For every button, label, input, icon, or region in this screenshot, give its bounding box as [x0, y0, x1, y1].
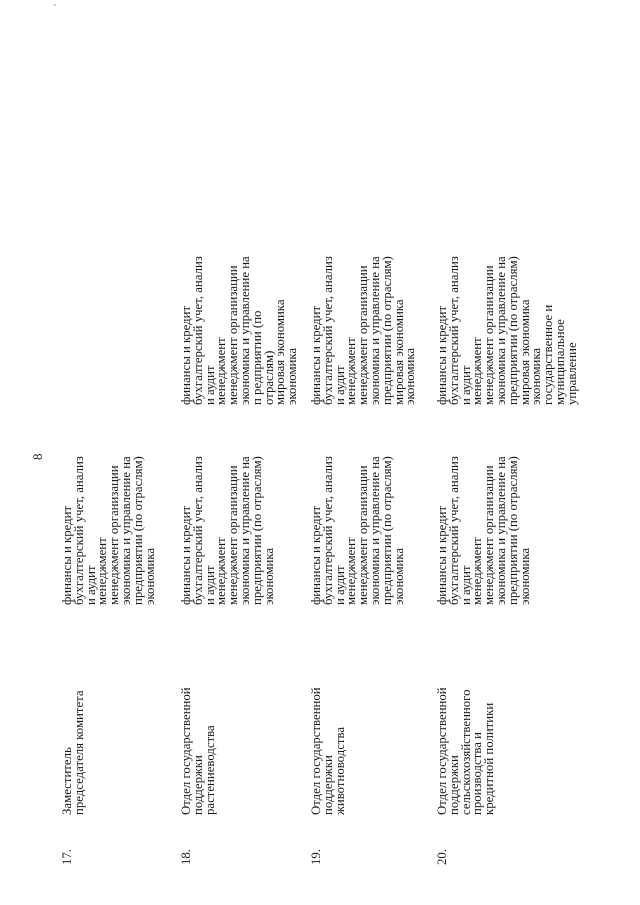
specialty-item: экономика — [142, 547, 157, 605]
specialty-item: мировая экономика — [273, 299, 288, 405]
specialty-item: мировая экономика — [517, 299, 532, 405]
page-number: 8 — [30, 453, 45, 460]
specialty-item: бухгалтерский учет, анализ и аудит — [190, 456, 217, 605]
specialty-item: менеджмент — [470, 537, 485, 605]
row-20-number: 20. — [435, 849, 449, 865]
specialty-item: бухгалтерский учет, анализ и аудит — [446, 256, 473, 405]
specialty-item: экономика — [529, 347, 544, 405]
specialty-item: финансы и кредит — [179, 305, 193, 405]
specialty-item: экономика и управление на предприятии (по отраслям) — [367, 456, 394, 605]
specialty-item: экономика и управление на предприятии (по отраслям) — [493, 256, 520, 405]
row-20-department: Отдел государственной поддержки сельскохозяйственного производства и кредитной политики — [435, 687, 497, 815]
specialty-item: менеджмент — [214, 537, 229, 605]
specialty-item: государственное и муниципальное управление — [541, 304, 579, 405]
specialty-item: бухгалтерский учет, анализ и аудит — [320, 256, 347, 405]
specialty-item: менеджмент — [344, 337, 359, 405]
specialty-item: менеджмент — [95, 537, 110, 605]
specialty-item: бухгалтерский учет, анализ и аудит — [190, 256, 217, 405]
specialty-item: финансы и кредит — [309, 505, 323, 605]
specialty-item: менеджмент организации — [482, 465, 497, 605]
specialty-item: экономика и управление на предприятии (по отраслям) — [237, 456, 264, 605]
specialty-item: экономика и управление на п редприятии (по отраслям) — [237, 256, 276, 405]
specialty-item: экономика и управление на предприятии (по отраслям) — [493, 456, 520, 605]
specialty-item: финансы и кредит — [435, 305, 449, 405]
specialty-item: мировая экономика — [391, 299, 406, 405]
specialty-item: менеджмент организации — [226, 265, 241, 405]
specialty-item: менеджмент организации — [226, 465, 241, 605]
specialty-item: экономика — [391, 547, 406, 605]
specialty-item: менеджмент организации — [356, 265, 371, 405]
specialty-item: экономика — [285, 347, 300, 405]
specialty-item: экономика — [261, 547, 276, 605]
specialty-item: менеджмент организации — [356, 465, 371, 605]
specialty-item: менеджмент организации — [482, 265, 497, 405]
row-18-department: Отдел государственной поддержки растениеводства — [179, 687, 217, 815]
specialty-item: финансы и кредит — [60, 505, 74, 605]
specialty-item: менеджмент — [344, 537, 359, 605]
row-19-specialties — [311, 455, 405, 605]
specialty-item: менеджмент организации — [107, 465, 122, 605]
row-18-number: 18. — [179, 849, 193, 865]
specialty-item: бухгалтерский учет, анализ и аудит — [446, 456, 473, 605]
row-19-number: 19. — [309, 849, 323, 865]
row-20-specialties — [437, 455, 531, 605]
specialty-item: финансы и кредит — [179, 505, 193, 605]
row-18-specialties-2 — [181, 255, 299, 405]
specialty-item: экономика и управление на предприятии (по отраслям) — [118, 456, 145, 605]
specialty-item: бухгалтерский учет, анализ и аудит — [71, 456, 98, 605]
specialty-item: экономика и управление на предприятии (по отраслям) — [367, 256, 394, 405]
specialty-item: бухгалтерский учет, анализ и аудит — [320, 456, 347, 605]
specialty-item: менеджмент — [470, 337, 485, 405]
row-20-specialties-2 — [437, 255, 579, 405]
row-17-department: Заместитель председателя комитета — [60, 690, 86, 815]
row-18-specialties — [181, 455, 275, 605]
specialty-item: экономика — [517, 547, 532, 605]
specialty-item: финансы и кредит — [435, 505, 449, 605]
row-17-specialties — [62, 455, 156, 605]
row-19-specialties-2 — [311, 255, 417, 405]
specialty-item: экономика — [403, 347, 418, 405]
row-19-department: Отдел государственной поддержки животноводства — [309, 687, 347, 815]
specialty-item: менеджмент — [214, 337, 229, 405]
specialty-item: финансы и кредит — [309, 305, 323, 405]
row-17-number: 17. — [60, 849, 74, 865]
